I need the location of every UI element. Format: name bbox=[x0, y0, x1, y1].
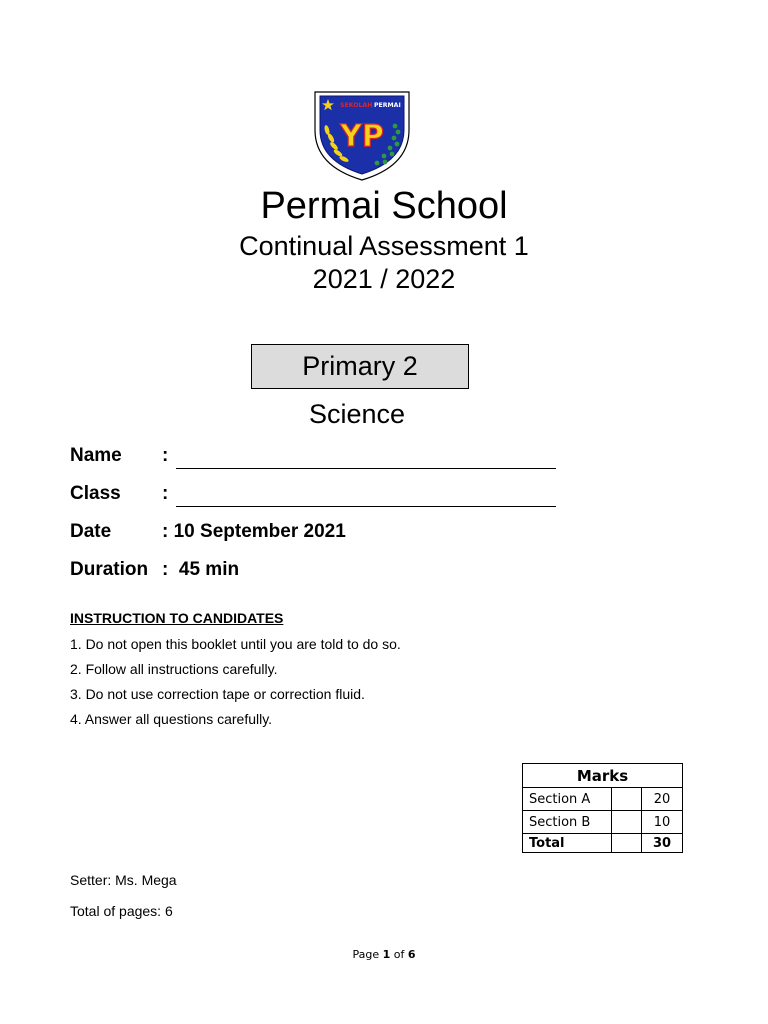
level-box: Primary 2 bbox=[251, 344, 469, 389]
instruction-item: 1. Do not open this booklet until you are told to do so. bbox=[70, 636, 401, 652]
total-label: Total bbox=[523, 834, 612, 853]
subject-title: Science bbox=[308, 399, 406, 429]
school-name: Permai School bbox=[260, 185, 508, 227]
table-row bbox=[523, 811, 683, 834]
instruction-item: 2. Follow all instructions carefully. bbox=[70, 661, 278, 677]
page-current: 1 bbox=[382, 948, 391, 961]
section-b-max: 10 bbox=[642, 811, 683, 834]
name-input-line[interactable] bbox=[176, 448, 556, 469]
marks-table bbox=[522, 763, 683, 853]
name-label: Name bbox=[70, 445, 122, 466]
page-number bbox=[0, 947, 768, 963]
section-b-score-cell[interactable] bbox=[612, 811, 642, 834]
academic-year: 2021 / 2022 bbox=[312, 264, 456, 294]
total-max: 30 bbox=[642, 834, 683, 853]
page-total: 6 bbox=[407, 948, 416, 961]
instructions-heading: INSTRUCTION TO CANDIDATES bbox=[70, 610, 284, 626]
crest-banner-text-2: PERMAI bbox=[374, 102, 401, 109]
duration-value: : 45 min bbox=[162, 559, 240, 580]
section-b-label: Section B bbox=[523, 811, 612, 834]
crest-monogram: YP bbox=[340, 119, 384, 154]
marks-header-row bbox=[523, 764, 683, 788]
instruction-item: 3. Do not use correction tape or correction fluid. bbox=[70, 686, 365, 702]
setter-text: Setter: Ms. Mega bbox=[70, 872, 177, 888]
crest-banner-text-1: SEKOLAH bbox=[340, 102, 373, 109]
section-a-score-cell[interactable] bbox=[612, 788, 642, 811]
marks-heading: Marks bbox=[523, 764, 683, 788]
date-label: Date bbox=[70, 521, 112, 542]
table-row bbox=[523, 788, 683, 811]
date-value: : 10 September 2021 bbox=[162, 521, 346, 542]
school-crest-icon bbox=[312, 90, 412, 182]
section-a-max: 20 bbox=[642, 788, 683, 811]
class-label: Class bbox=[70, 483, 121, 504]
instruction-item: 4. Answer all questions carefully. bbox=[70, 711, 273, 727]
class-input-line[interactable] bbox=[176, 486, 556, 507]
page-prefix: Page bbox=[352, 948, 383, 961]
duration-label: Duration bbox=[70, 559, 149, 580]
assessment-title: Continual Assessment 1 bbox=[239, 231, 529, 261]
section-a-label: Section A bbox=[523, 788, 612, 811]
page-of: of bbox=[390, 948, 408, 961]
total-score-cell[interactable] bbox=[612, 834, 642, 853]
class-colon: : bbox=[162, 483, 169, 504]
name-colon: : bbox=[162, 445, 169, 466]
table-row-total bbox=[523, 834, 683, 853]
total-pages-text: Total of pages: 6 bbox=[70, 903, 173, 919]
